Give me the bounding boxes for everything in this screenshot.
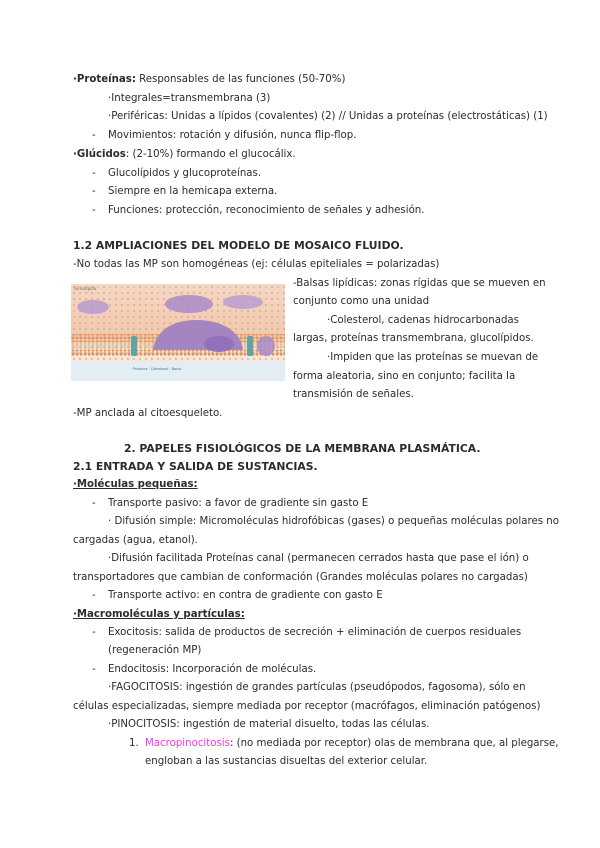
glycid-item: Funciones: protección, reconocimiento de señales y adhesión. [108,205,425,216]
passive-transport: Transporte pasivo: a favor de gradiente sin gasto E [108,498,369,509]
raft-line: conjunto como una unidad [293,296,430,307]
glycid-item: Glucolípidos y glucoproteínas. [108,168,262,179]
bullet-dash: - [92,130,96,141]
endocytosis: Endocitosis: Incorporación de moléculas. [108,664,317,675]
section-subheading-2-1: 2.1 ENTRADA Y SALIDA DE SUSTANCIAS. [73,460,318,473]
movements: Movimientos: rotación y difusión, nunca flip-flop. [108,130,357,141]
macromolecules-label: ·Macromoléculas y partículas: [73,609,245,620]
proteins-text: Responsables de las funciones (50-70%) [135,74,346,85]
glycid-item: Siempre en la hemicapa externa. [108,186,278,197]
raft-line: transmisión de señales. [293,389,414,400]
raft-line: forma aleatoria, sino en conjunto; facilita la [293,371,516,382]
section-heading-1-2: 1.2 AMPLIACIONES DEL MODELO DE MOSAICO FLUIDO. [73,239,404,252]
exocytosis-cont: (regeneración MP) [108,645,202,656]
phagocytosis-cont: células especializadas, siempre mediada por receptor (macrófagos, eliminación patógenos) [73,701,541,712]
section-title-2: 2. PAPELES FISIOLÓGICOS DE LA MEMBRANA PLASMÁTICA. [124,442,481,455]
macropinocytosis-number: 1. [129,738,139,749]
peripheral-proteins: ·Periféricas: Unidas a lípidos (covalentes) (2) // Unidas a proteínas (electrostáticas) (1) [108,111,548,122]
raft-line: largas, proteínas transmembrana, glucolípidos. [293,333,534,344]
phagocytosis: ·FAGOCITOSIS: ingestión de grandes partículas (pseudópodos, fagosoma), sólo en [108,682,526,693]
integral-proteins: ·Integrales=transmembrana (3) [108,93,271,104]
macropinocytosis-cont: engloban a las sustancias disueltas del exterior celular. [145,756,428,767]
bullet-dash: - [92,498,96,509]
proteins-label: ·Proteínas: [73,74,136,85]
svg-text:Glucolípido: Glucolípido [74,286,97,291]
bullet-dash: - [92,590,96,601]
glycids-line [73,150,296,160]
svg-text:Proteína · Colesterol · Balsa: Proteína · Colesterol · Balsa [133,367,182,371]
glycids-text: : (2-10%) formando el glucocálix. [125,149,296,160]
bullet-dash: - [92,186,96,197]
simple-diffusion-cont: cargadas (agua, etanol). [73,535,198,546]
simple-diffusion: · Difusión simple: Micromoléculas hidrofóbicas (gases) o pequeñas moléculas polares no [108,516,559,527]
active-transport: Transporte activo: en contra de gradiente con gasto E [108,590,383,601]
lipid-raft-figure [71,284,285,381]
raft-line: ·Colesterol, cadenas hidrocarbonadas [327,315,519,326]
non-homogeneous-line: -No todas las MP son homogéneas (ej: células epiteliales = polarizadas) [73,259,440,270]
bullet-dash: - [92,627,96,638]
pinocytosis: ·PINOCITOSIS: ingestión de material disuelto, todas las células. [108,719,430,730]
small-molecules-label: ·Moléculas pequeñas: [73,479,198,490]
macropinocytosis-term: Macropinocitosis [145,738,230,749]
anchored-line: -MP anclada al citoesqueleto. [73,408,223,419]
bullet-dash: - [92,205,96,216]
membrane-illustration [71,284,285,381]
exocytosis: Exocitosis: salida de productos de secreción + eliminación de cuerpos residuales [108,627,522,638]
proteins-line [73,75,345,85]
glycids-label: ·Glúcidos [73,149,126,160]
bullet-dash: - [92,168,96,179]
facilitated-diffusion-cont: transportadores que cambian de conformación (Grandes moléculas polares no cargadas) [73,572,528,583]
raft-line: ·Impiden que las proteínas se muevan de [327,352,539,363]
macropinocytosis-definition: : (no mediada por receptor) olas de membrana que, al plegarse, [229,738,559,749]
raft-line: -Balsas lipídicas: zonas rígidas que se mueven en [293,278,546,289]
facilitated-diffusion: ·Difusión facilitada Proteínas canal (permanecen cerrados hasta que pase el ión) o [108,553,529,564]
bullet-dash: - [92,664,96,675]
macropinocytosis-line [145,739,559,749]
